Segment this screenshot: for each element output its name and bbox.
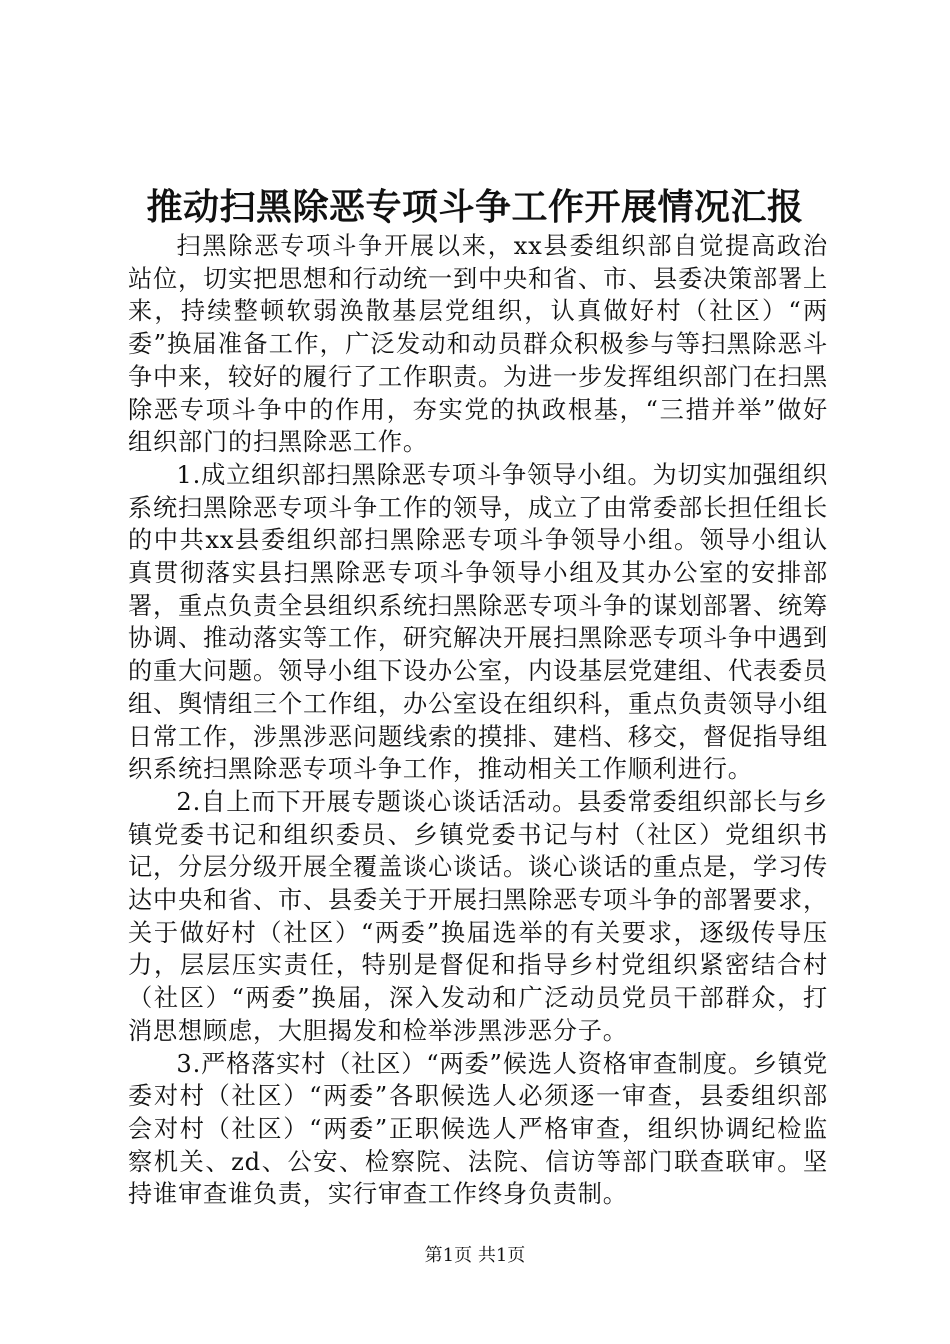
document-body	[128, 230, 828, 1211]
page-number-footer: 第1页 共1页	[424, 1245, 526, 1266]
document-title: 推动扫黑除恶专项斗争工作开展情况汇报	[146, 187, 804, 228]
intro-paragraph: 扫黑除恶专项斗争开展以来，xx县委组织部自觉提高政治站位，切实把思想和行动统一到中央和省、市、县委决策部署上来，持续整顿软弱涣散基层党组织，认真做好村（社区）“两委”换届准备工作，广泛发动和动员群众积极参与等扫黑除恶斗争中来，较好的履行了工作职责。为进一步发挥组织部门在扫黑除恶专项斗争中的作用，夯实党的执政根基，“三措并举”做好组织部门的扫黑除恶工作。	[128, 232, 828, 457]
paragraph-item-2: 2.自上而下开展专题谈心谈话活动。县委常委组织部长与乡镇党委书记和组织委员、乡镇党委书记与村（社区）党组织书记，分层分级开展全覆盖谈心谈话。谈心谈话的重点是，学习传达中央和省、市、县委关于开展扫黑除恶专项斗争的部署要求，关于做好村（社区）“两委”换届选举的有关要求，逐级传导压力，层层压实责任，特别是督促和指导乡村党组织紧密结合村（社区）“两委”换届，深入发动和广泛动员党员干部群众，打消思想顾虑，大胆揭发和检举涉黑涉恶分子。	[128, 787, 828, 1045]
paragraph-item-1: 1.成立组织部扫黑除恶专项斗争领导小组。为切实加强组织系统扫黑除恶专项斗争工作的领导，成立了由常委部长担任组长的中共xx县委组织部扫黑除恶专项斗争领导小组。领导小组认真贯彻落实县扫黑除恶专项斗争领导小组及其办公室的安排部署，重点负责全县组织系统扫黑除恶专项斗争的谋划部署、统筹协调、推动落实等工作，研究解决开展扫黑除恶专项斗争中遇到的重大问题。领导小组下设办公室，内设基层党建组、代表委员组、舆情组三个工作组，办公室设在组织科，重点负责领导小组日常工作，涉黑涉恶问题线索的摸排、建档、移交，督促指导组织系统扫黑除恶专项斗争工作，推动相关工作顺利进行。	[128, 460, 828, 784]
paragraph-item-3: 3.严格落实村（社区）“两委”候选人资格审查制度。乡镇党委对村（社区）“两委”各职候选人必须逐一审查，县委组织部会对村（社区）“两委”正职候选人严格审查，组织协调纪检监察机关、zd、公安、检察院、法院、信访等部门联查联审。坚持谁审查谁负责，实行审查工作终身负责制。	[128, 1049, 828, 1209]
